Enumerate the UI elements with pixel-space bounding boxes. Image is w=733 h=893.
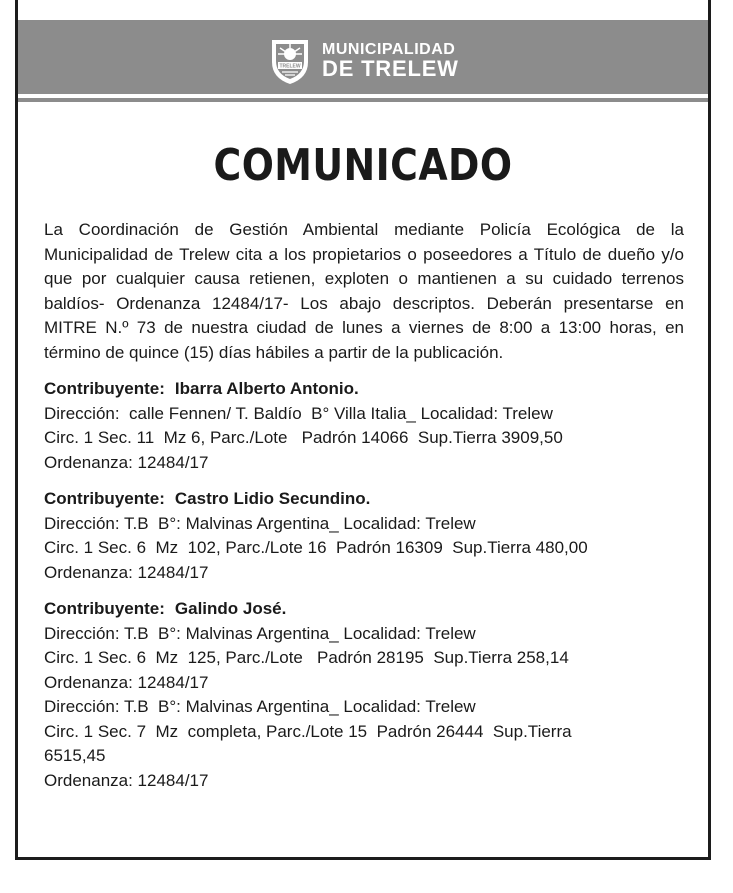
- crest-label: TRELEW: [279, 63, 301, 70]
- entry-line: Circ. 1 Sec. 11 Mz 6, Parc./Lote Padrón 14066 Sup.Tierra 3909,50: [44, 428, 563, 447]
- header-divider: [18, 98, 708, 102]
- entry-line: Ordenanza: 12484/17: [44, 562, 209, 582]
- entry-name: Ibarra Alberto Antonio.: [174, 379, 359, 398]
- entry-line: 6515,45: [44, 746, 106, 765]
- contribuyente-entry: [44, 377, 684, 475]
- entry-line: Circ. 1 Sec. 7 Mz completa, Parc./Lote 15 Padrón 26444 Sup.Tierra: [44, 721, 572, 741]
- entry-name: Castro Lidio Secundino.: [174, 489, 371, 508]
- entry-line: Dirección: T.B B°: Malvinas Argentina_ Localidad: Trelew: [44, 623, 476, 643]
- entry-line: Ordenanza: 12484/17: [44, 770, 209, 790]
- municipality-logo: [268, 34, 459, 86]
- entry-line: Dirección: T.B B°: Malvinas Argentina_ Localidad: Trelew: [44, 697, 476, 716]
- logo-text-top: MUNICIPALIDAD: [322, 40, 456, 58]
- entry-label: Contribuyente:: [44, 489, 165, 508]
- entry-line: Ordenanza: 12484/17: [44, 672, 209, 692]
- crest-icon: [268, 34, 312, 86]
- entry-line: Dirección: T.B B°: Malvinas Argentina_ Localidad: Trelew: [44, 513, 476, 533]
- notice-body: [44, 218, 684, 805]
- entry-line: Ordenanza: 12484/17: [44, 452, 209, 472]
- logo-text-bottom: DE TRELEW: [322, 55, 459, 81]
- entry-label: Contribuyente:: [44, 379, 165, 398]
- entry-line: Dirección: calle Fennen/ T. Baldío B° Villa Italia_ Localidad: Trelew: [44, 403, 553, 423]
- entry-line: Circ. 1 Sec. 6 Mz 125, Parc./Lote Padrón 28195 Sup.Tierra 258,14: [44, 648, 569, 667]
- contribuyente-entry: [44, 597, 684, 793]
- entry-name: Galindo José.: [174, 599, 287, 618]
- entry-label: Contribuyente:: [44, 599, 165, 618]
- contribuyente-entry: [44, 487, 684, 585]
- page-title: COMUNICADO: [213, 140, 513, 191]
- entry-line: Circ. 1 Sec. 6 Mz 102, Parc./Lote 16 Padrón 16309 Sup.Tierra 480,00: [44, 538, 588, 557]
- intro-paragraph: La Coordinación de Gestión Ambiental mediante Policía Ecológica de la Municipalidad de Trelew cita a los propietarios o poseedores a Título de dueño y/o que por cualquier causa retienen, exploten o mantienen a su cuidado terrenos baldíos- Ordenanza 12484/17- Los abajo descriptos. Deberán presentarse en MITRE N.º 73 de nuestra ciudad de lunes a viernes de 8:00 a 13:00 horas, en término de quince (15) días hábiles a partir de la publicación.: [44, 220, 684, 362]
